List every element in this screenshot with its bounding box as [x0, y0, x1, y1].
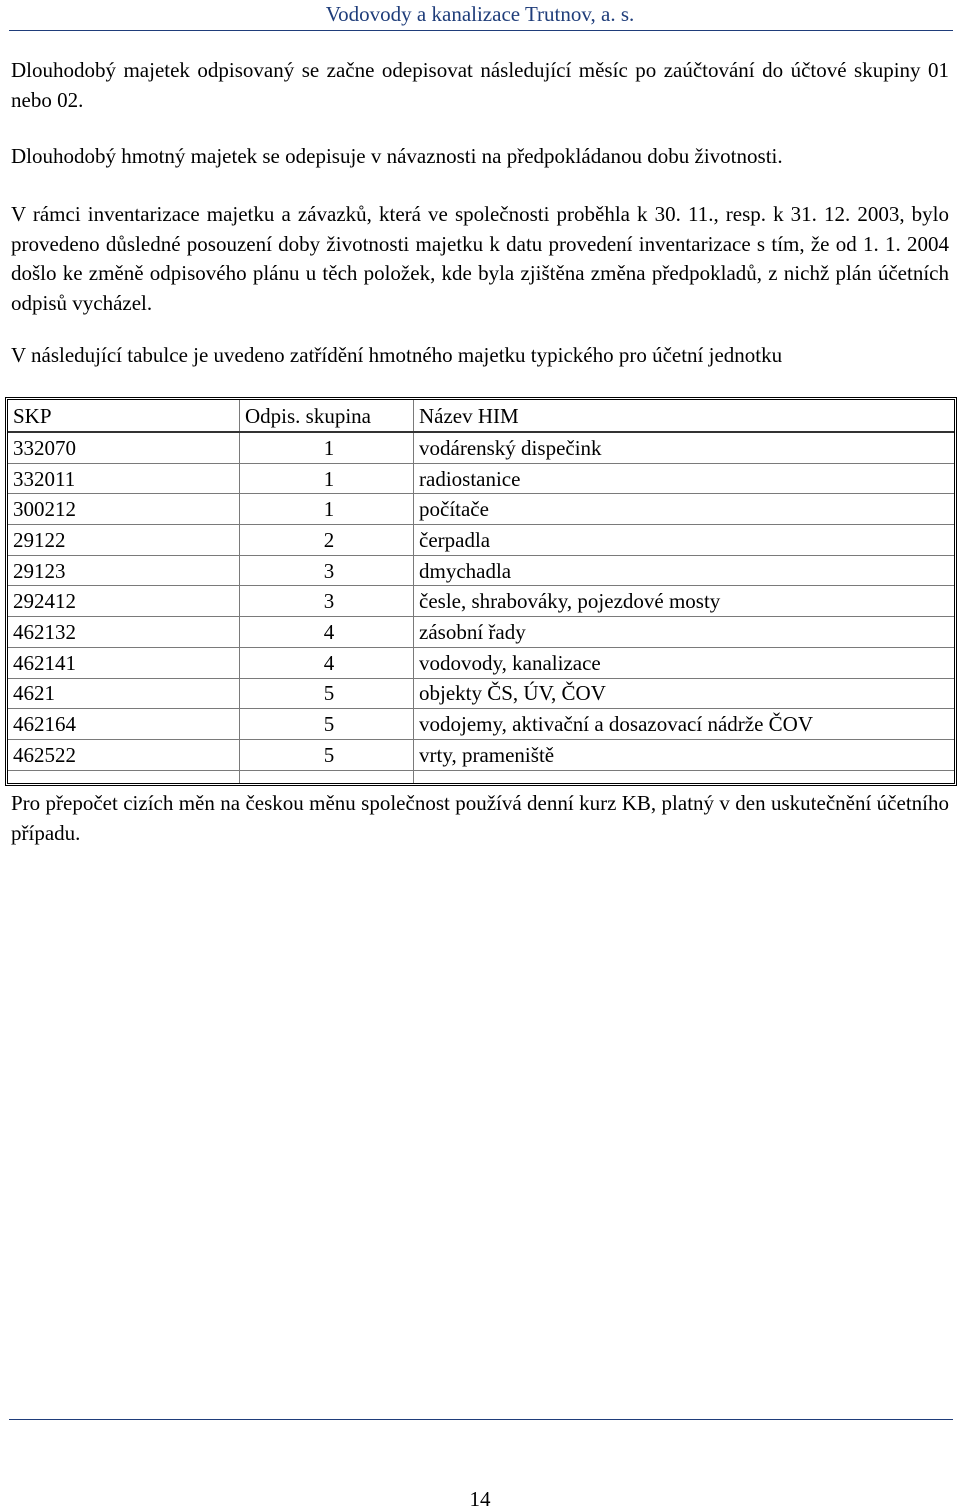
cell-asset-name: radiostanice [414, 463, 955, 494]
table-row [8, 463, 954, 494]
running-header: Vodovody a kanalizace Trutnov, a. s. [325, 2, 635, 26]
paragraph-table-intro: V následující tabulce je uvedeno zatřídění hmotného majetku typického pro účetní jednotku [11, 343, 783, 367]
column-header-depreciation-group: Odpis. skupina [240, 400, 414, 432]
table-row [8, 709, 954, 740]
table-row [8, 555, 954, 586]
empty-cell [240, 770, 414, 783]
cell-asset-name: vodárenský dispečink [414, 432, 955, 463]
table-body [8, 432, 954, 783]
cell-depreciation-group: 5 [240, 678, 414, 709]
cell-depreciation-group: 3 [240, 555, 414, 586]
cell-depreciation-group: 4 [240, 647, 414, 678]
cell-skp: 300212 [8, 494, 240, 525]
table-row [8, 678, 954, 709]
table-row [8, 586, 954, 617]
cell-skp: 462522 [8, 739, 240, 770]
cell-asset-name: dmychadla [414, 555, 955, 586]
table-header-row [8, 400, 954, 432]
footer-rule [9, 1419, 953, 1420]
cell-skp: 332011 [8, 463, 240, 494]
cell-skp: 292412 [8, 586, 240, 617]
cell-depreciation-group: 3 [240, 586, 414, 617]
paragraph-depreciation-start: Dlouhodobý majetek odpisovaný se začne odepisovat následující měsíc po zaúčtování do účtové skupiny 01 nebo 02. [11, 58, 949, 112]
cell-skp: 462141 [8, 647, 240, 678]
table-padding-row [8, 770, 954, 783]
cell-asset-name: vrty, prameniště [414, 739, 955, 770]
table-row [8, 494, 954, 525]
column-header-asset-name: Název HIM [414, 400, 955, 432]
page-number: 14 [469, 1487, 491, 1511]
cell-depreciation-group: 5 [240, 709, 414, 740]
cell-asset-name: objekty ČS, ÚV, ČOV [414, 678, 955, 709]
cell-skp: 332070 [8, 432, 240, 463]
table-row [8, 617, 954, 648]
empty-cell [414, 770, 955, 783]
cell-asset-name: vodojemy, aktivační a dosazovací nádrže ČOV [414, 709, 955, 740]
paragraph-currency-conversion: Pro přepočet cizích měn na českou měnu společnost používá denní kurz KB, platný v den uskutečnění účetního případu. [11, 791, 949, 845]
cell-skp: 462164 [8, 709, 240, 740]
table-row [8, 739, 954, 770]
cell-asset-name: vodovody, kanalizace [414, 647, 955, 678]
cell-skp: 462132 [8, 617, 240, 648]
cell-skp: 29123 [8, 555, 240, 586]
cell-asset-name: zásobní řady [414, 617, 955, 648]
cell-asset-name: česle, shrabováky, pojezdové mosty [414, 586, 955, 617]
table-row [8, 432, 954, 463]
column-header-skp: SKP [8, 400, 240, 432]
cell-asset-name: čerpadla [414, 525, 955, 556]
cell-depreciation-group: 1 [240, 432, 414, 463]
empty-cell [8, 770, 240, 783]
cell-skp: 29122 [8, 525, 240, 556]
cell-depreciation-group: 5 [240, 739, 414, 770]
cell-skp: 4621 [8, 678, 240, 709]
table-row [8, 647, 954, 678]
header-rule [9, 30, 953, 31]
cell-depreciation-group: 2 [240, 525, 414, 556]
cell-depreciation-group: 1 [240, 463, 414, 494]
cell-depreciation-group: 4 [240, 617, 414, 648]
asset-classification-table [5, 397, 957, 786]
paragraph-inventory-review: V rámci inventarizace majetku a závazků, která ve společnosti proběhla k 30. 11., resp. k 31. 12. 2003, bylo provedeno důsledné posouzení doby životnosti majetku k datu provedení inventarizace s tím, že od 1. 1. 2004 došlo ke změně odpisového plánu u těch položek, kde byla zjištěna změna předpokladů, z nichž plán účetních odpisů vycházel. [11, 202, 949, 315]
table-row [8, 525, 954, 556]
cell-asset-name: počítače [414, 494, 955, 525]
paragraph-depreciation-method: Dlouhodobý hmotný majetek se odepisuje v návaznosti na předpokládanou dobu životnosti. [11, 144, 783, 168]
cell-depreciation-group: 1 [240, 494, 414, 525]
